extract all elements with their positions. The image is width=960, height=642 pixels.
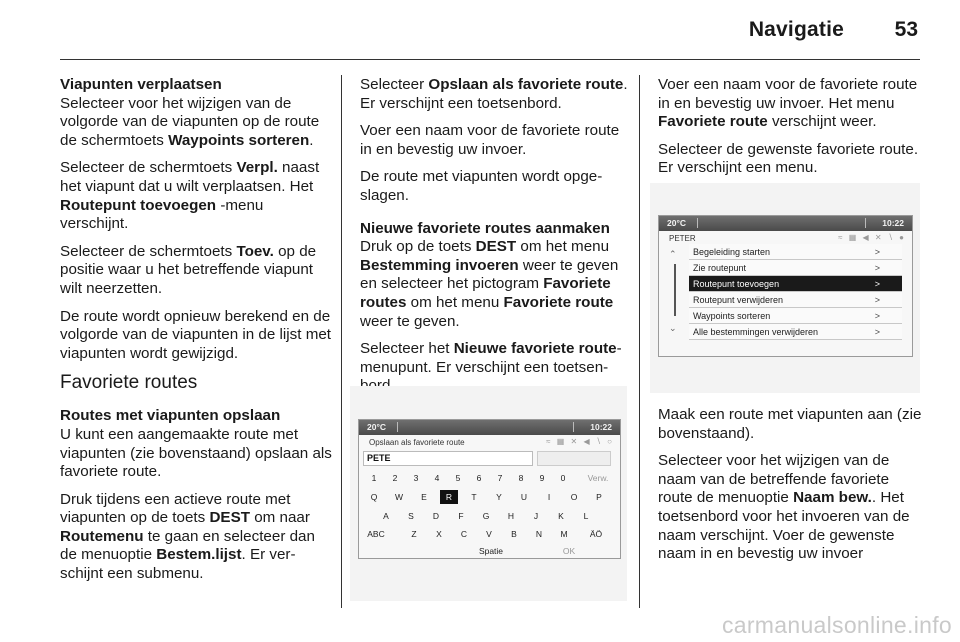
key-a[interactable]: A [383, 511, 389, 521]
key-r[interactable]: R [440, 490, 458, 504]
screen-subtitle: PETER [669, 234, 696, 243]
key-g[interactable]: G [482, 511, 490, 521]
text: om het menu [516, 238, 610, 256]
menu-list [689, 244, 902, 340]
divider [573, 422, 574, 432]
subheading-save-routes: Routes met viapunten opslaan [60, 407, 281, 425]
menu-item-waypoints-sorteren[interactable] [689, 308, 902, 324]
column-1 [60, 76, 332, 593]
text: te gaan en selecteer dan de menuoptie [60, 527, 315, 564]
keyboard-row-digits [363, 471, 616, 487]
column-divider-1 [341, 75, 342, 608]
term-nieuwe-favoriete-route: Nieuwe favoriete route [453, 340, 617, 358]
term-bestemming-invoeren: Bestemming invoeren [360, 256, 519, 274]
term-dest: DEST [475, 238, 517, 256]
key-e[interactable]: E [421, 492, 427, 502]
divider [697, 218, 698, 228]
text: -menu verschijnt. [60, 196, 264, 233]
text: Selecteer voor het wijzigen van de naam van de betreffende favoriete route de menuoptie [658, 452, 890, 507]
paragraph-new-routes [360, 220, 630, 332]
key-u[interactable]: U [520, 492, 528, 502]
term-naam-bew: Naam bew. [793, 489, 872, 507]
chevron-right-icon: > [874, 295, 880, 305]
key-q[interactable]: Q [370, 492, 378, 502]
term-routemenu: Routemenu [60, 527, 144, 545]
chevron-down-icon[interactable]: ⌄ [669, 323, 677, 333]
key-p[interactable]: P [596, 492, 602, 502]
menu-item-label: Routepunt toevoegen [693, 279, 780, 289]
key-3[interactable]: 3 [413, 473, 419, 483]
key-abc[interactable]: ABC [367, 529, 385, 539]
keyboard-row-q [363, 490, 616, 506]
key-verw[interactable]: Verw. [587, 473, 609, 483]
text: . Er verschijnt een submenu. [60, 546, 296, 583]
text: Selecteer voor het wijzigen van de volgorde van de viapunten op de route de schermtoets [60, 94, 320, 149]
key-f[interactable]: F [458, 511, 464, 521]
paragraph-dest [60, 491, 332, 584]
text: weer te geven en selecteer het pictogram [360, 256, 619, 293]
text: . Er verschijnt een toetsenbord. [360, 76, 628, 112]
term-dest: DEST [209, 509, 250, 527]
divider [865, 218, 866, 228]
paragraph-rename [658, 452, 924, 564]
chevron-right-icon: > [874, 311, 880, 321]
key-w[interactable]: W [394, 492, 404, 502]
key-ok[interactable]: OK [562, 546, 576, 556]
key-b[interactable]: B [511, 529, 517, 539]
chevron-right-icon: > [874, 247, 880, 257]
keyboard-row-a [363, 509, 616, 525]
key-s[interactable]: S [408, 511, 414, 521]
header-rule [60, 59, 920, 60]
scrollbar[interactable] [674, 264, 676, 316]
divider [397, 422, 398, 432]
paragraph-enter-name: Voer een naam voor de favoriete route in en bevestig uw invoer. [360, 122, 620, 158]
paragraph-save-routes [60, 407, 332, 481]
status-icons: ≈ ▦ ✕ ◀ ∖ ○ [546, 437, 614, 446]
key-9[interactable]: 9 [539, 473, 545, 483]
temperature: 20°C [667, 218, 686, 228]
key-5[interactable]: 5 [455, 473, 461, 483]
key-x[interactable]: X [436, 529, 442, 539]
menu-item-alle-bestemmingen-verwijderen[interactable] [689, 324, 902, 340]
key-i[interactable]: I [547, 492, 551, 502]
keyboard-screen [358, 419, 621, 559]
key-o[interactable]: O [570, 492, 578, 502]
text: . [309, 131, 314, 149]
name-input[interactable]: PETE [363, 451, 533, 466]
text: op de positie waar u het betreffende viapunt wilt neerzetten. [60, 242, 317, 297]
key-v[interactable]: V [486, 529, 492, 539]
text: Druk op de toets [360, 238, 476, 256]
key-7[interactable]: 7 [497, 473, 503, 483]
paragraph-toev [60, 243, 332, 299]
key-6[interactable]: 6 [476, 473, 482, 483]
column-3 [658, 76, 924, 187]
keyboard-row-z [363, 527, 616, 543]
page-number: 53 [894, 18, 918, 41]
term-verpl: Verpl. [236, 159, 278, 177]
key-umlaut[interactable]: ÄÖ [589, 529, 603, 539]
key-k[interactable]: K [558, 511, 564, 521]
paragraph-enter-route-name [658, 76, 924, 132]
text: U kunt een aangemaakte route met viapunten (zie bovenstaand) opslaan als favoriete route. [60, 425, 332, 481]
menu-item-label: Begeleiding starten [693, 247, 771, 257]
screen-topbar [659, 216, 912, 231]
menu-screen [658, 215, 913, 357]
text: om het menu [406, 293, 504, 311]
chevron-right-icon: > [874, 327, 880, 337]
key-h[interactable]: H [507, 511, 515, 521]
text: weer te geven. [360, 312, 460, 330]
key-0[interactable]: 0 [560, 473, 566, 483]
key-8[interactable]: 8 [518, 473, 524, 483]
text: Voer een naam voor de favoriete route in en bevestig uw invoer. Het menu [658, 76, 918, 112]
text: Druk tijdens een actieve route met viapunten op de toets [60, 490, 291, 527]
text: naast het viapunt dat u wilt verplaatsen. Het [60, 159, 320, 195]
paragraph-move-waypoints [60, 76, 332, 150]
column-divider-2 [639, 75, 640, 608]
key-d[interactable]: D [432, 511, 440, 521]
key-c[interactable]: C [460, 529, 468, 539]
chevron-right-icon: > [874, 279, 880, 289]
text: Selecteer [360, 76, 429, 93]
text: Selecteer de schermtoets [60, 159, 237, 177]
term-favoriete-route: Favoriete route [503, 293, 614, 311]
key-m[interactable]: M [560, 529, 568, 539]
paragraph-recalc: De route wordt opnieuw berekend en de volgorde van de viapunten in de lijst met viapunten wordt gewijzigd. [60, 307, 332, 362]
term-favoriete-routes: Favoriete routes [360, 275, 611, 311]
text: Selecteer het [360, 340, 454, 358]
text: om naar [249, 509, 310, 527]
menu-item-label: Alle bestemmingen verwijderen [693, 327, 819, 337]
text: . Het toetsenbord voor het invoeren van de naam verschijnt. Voer de gewenste naam in en bevestig uw invoer [658, 489, 910, 563]
clock: 10:22 [590, 422, 612, 432]
column-3-lower [658, 406, 924, 573]
chevron-up-icon[interactable]: ⌃ [669, 249, 677, 259]
temperature: 20°C [367, 422, 386, 432]
section-title-favoriete-routes: Favoriete routes [60, 372, 198, 394]
key-spatie[interactable]: Spatie [478, 546, 504, 556]
term-favoriete-route: Favoriete route [658, 113, 768, 131]
term-opslaan-als-favoriete-route: Opslaan als favoriete route [428, 76, 624, 93]
term-bestem-lijst: Bestem.lijst [156, 546, 242, 564]
menu-item-label: Waypoints sorteren [693, 311, 771, 321]
term-toev: Toev. [236, 242, 274, 260]
menu-item-begeleiding-starten[interactable] [689, 244, 902, 260]
key-y[interactable]: Y [496, 492, 502, 502]
menu-item-label: Zie routepunt [693, 263, 747, 273]
keyboard-screenshot [350, 386, 627, 601]
input-suggestion-area [537, 451, 611, 466]
key-1[interactable]: 1 [371, 473, 377, 483]
paragraph-saved: De route met viapunten wordt opgeslagen. [360, 168, 603, 204]
column-2 [360, 76, 630, 405]
header-title: Navigatie [748, 18, 844, 41]
watermark: carmanualsonline.info [721, 612, 952, 638]
menu-item-label: Routepunt verwijderen [693, 295, 784, 305]
term-routepunt-toevoegen: Routepunt toevoegen [60, 196, 217, 214]
menu-item-routepunt-toevoegen[interactable] [689, 276, 902, 292]
key-j[interactable]: J [533, 511, 539, 521]
keyboard-row-space [363, 544, 616, 559]
key-l[interactable]: L [583, 511, 589, 521]
paragraph-make-route: Maak een route met viapunten aan (zie bovenstaand). [658, 406, 922, 442]
screen-topbar [359, 420, 620, 435]
subheading-new-routes: Nieuwe favoriete routes aanmaken [360, 219, 610, 237]
menu-item-routepunt-verwijderen[interactable] [689, 292, 902, 308]
subheading-move-waypoints: Viapunten verplaatsen [60, 76, 222, 93]
paragraph-select-route: Selecteer de gewenste favoriete route. Er verschijnt een menu. [658, 140, 919, 177]
screen-subtitle: Opslaan als favoriete route [369, 438, 465, 447]
chevron-right-icon: > [874, 263, 880, 273]
key-z[interactable]: Z [411, 529, 417, 539]
term-waypoints-sorteren: Waypoints sorteren [168, 131, 310, 149]
key-4[interactable]: 4 [434, 473, 440, 483]
menu-screenshot [650, 183, 920, 393]
key-2[interactable]: 2 [392, 473, 398, 483]
text: -menupunt. Er verschijnt een toetsen [360, 340, 622, 376]
clock: 10:22 [882, 218, 904, 228]
key-t[interactable]: T [471, 492, 477, 502]
text: Selecteer de schermtoets [60, 242, 237, 260]
status-icons: ≈ ▦ ◀ ✕ ∖ ● [838, 233, 906, 242]
text: verschijnt weer. [767, 113, 877, 131]
key-n[interactable]: N [535, 529, 543, 539]
paragraph-verpl [60, 159, 332, 233]
paragraph-opslaan [360, 76, 630, 113]
page-header [0, 0, 960, 60]
menu-item-zie-routepunt[interactable] [689, 260, 902, 276]
